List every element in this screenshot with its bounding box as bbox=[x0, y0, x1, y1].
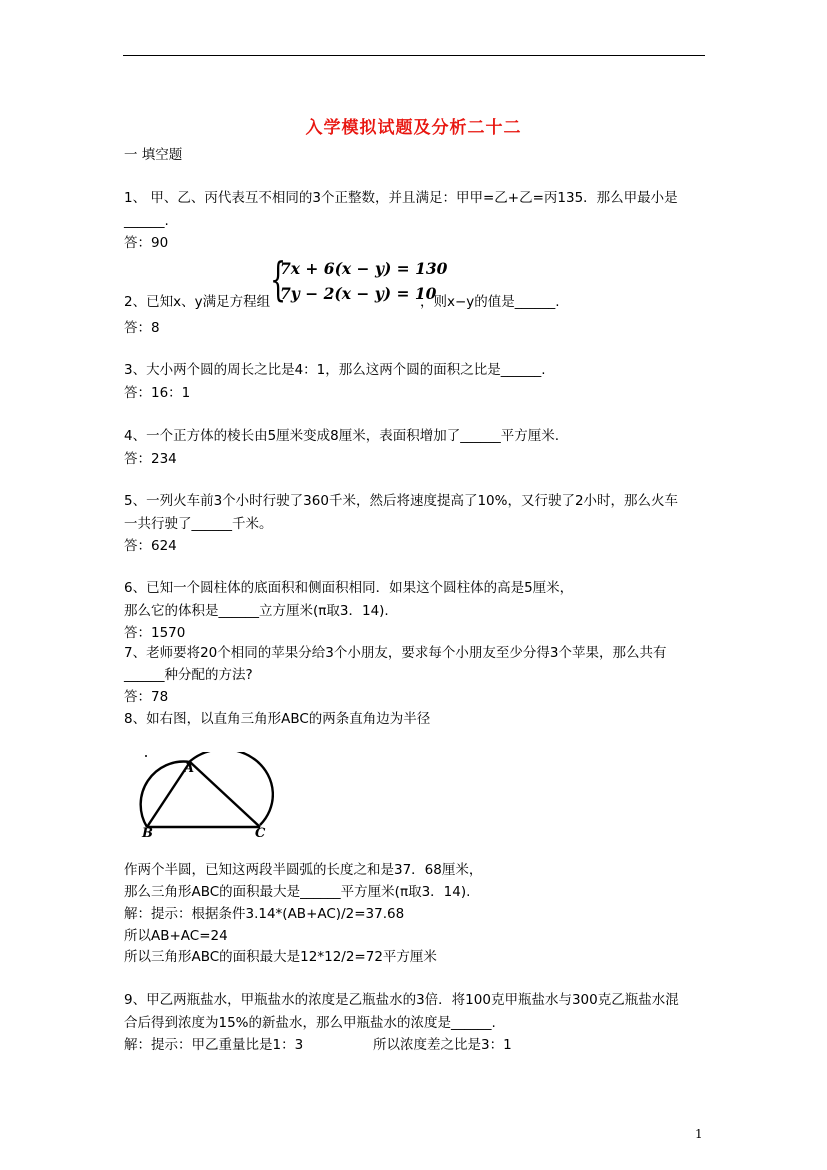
question-6-line-1: 6、已知一个圆柱体的底面积和侧面积相同．如果这个圆柱体的高是5厘米， bbox=[124, 580, 574, 596]
question-7-line-2: ______种分配的方法? bbox=[124, 667, 253, 683]
answer-5: 答：624 bbox=[124, 538, 177, 554]
answer-1: 答：90 bbox=[124, 235, 169, 251]
answer-2: 答：8 bbox=[124, 320, 160, 336]
question-8-line-2: 作两个半圆，已知这两段半圆弧的长度之和是37．68厘米， bbox=[124, 862, 483, 878]
question-9-line-1: 9、甲乙两瓶盐水，甲瓶盐水的浓度是乙瓶盐水的3倍．将100克甲瓶盐水与300克乙瓶盐水混 bbox=[124, 992, 679, 1008]
side-ac bbox=[190, 762, 260, 827]
page-number: 1 bbox=[695, 1127, 703, 1141]
header-rule bbox=[123, 55, 705, 56]
label-a: A bbox=[184, 761, 195, 776]
equation-brace: { bbox=[270, 252, 287, 306]
solution-9-part-1: 解：提示：甲乙重量比是1：3 bbox=[124, 1037, 304, 1053]
semicircles-figure bbox=[124, 752, 274, 837]
equation-line-1: 7x + 6(x − y) = 130 bbox=[280, 259, 448, 278]
question-2-text: 2、已知x、y满足方程组 bbox=[124, 294, 271, 310]
solution-8-line-3: 所以三角形ABC的面积最大是12*12/2=72平方厘米 bbox=[124, 949, 437, 965]
solution-8-line-2: 所以AB+AC=24 bbox=[124, 928, 228, 944]
question-9-line-2: 合后得到浓度为15%的新盐水，那么甲瓶盐水的浓度是______. bbox=[124, 1015, 496, 1031]
answer-3: 答：16：1 bbox=[124, 385, 191, 401]
answer-7: 答：78 bbox=[124, 689, 169, 705]
question-8-line-1: 8、如右图，以直角三角形ABC的两条直角边为半径 bbox=[124, 711, 431, 727]
answer-4: 答：234 bbox=[124, 451, 177, 467]
question-5-line-2: 一共行驶了______千米。 bbox=[124, 516, 273, 532]
solution-8-line-1: 解：提示：根据条件3.14*(AB+AC)/2=37.68 bbox=[124, 906, 405, 922]
semicircle-ac bbox=[187, 752, 273, 825]
question-7-line-1: 7、老师要将20个相同的苹果分给3个小朋友，要求每个小朋友至少分得3个苹果，那么共有 bbox=[124, 645, 667, 661]
section-heading: 一 填空题 bbox=[124, 147, 183, 163]
question-4: 4、一个正方体的棱长由5厘米变成8厘米，表面积增加了______平方厘米. bbox=[124, 428, 560, 444]
question-1-line-2: ______. bbox=[124, 213, 169, 229]
label-b: B bbox=[142, 826, 153, 837]
solution-9-part-2: 所以浓度差之比是3：1 bbox=[373, 1037, 512, 1053]
question-1-line-1: 1、 甲、乙、丙代表互不相同的3个正整数，并且满足：甲甲=乙+乙=丙135．那么甲最小是 bbox=[124, 190, 678, 206]
question-3: 3、大小两个圆的周长之比是4：1，那么这两个圆的面积之比是______. bbox=[124, 362, 546, 378]
question-6-line-2: 那么它的体积是______立方厘米(π取3．14). bbox=[124, 603, 389, 619]
equation-line-2: 7y − 2(x − y) = 10 bbox=[280, 284, 437, 303]
answer-6: 答：1570 bbox=[124, 625, 186, 641]
page-title: 入学模拟试题及分析二十二 bbox=[305, 118, 522, 138]
stray-dot bbox=[145, 755, 147, 757]
question-2-tail: ，则x−y的值是______. bbox=[420, 294, 560, 310]
question-8-line-3: 那么三角形ABC的面积最大是______平方厘米(π取3．14). bbox=[124, 884, 471, 900]
question-5-line-1: 5、一列火车前3个小时行驶了360千米，然后将速度提高了10%，又行驶了2小时，那么火车 bbox=[124, 493, 679, 509]
label-c: C bbox=[255, 826, 266, 837]
